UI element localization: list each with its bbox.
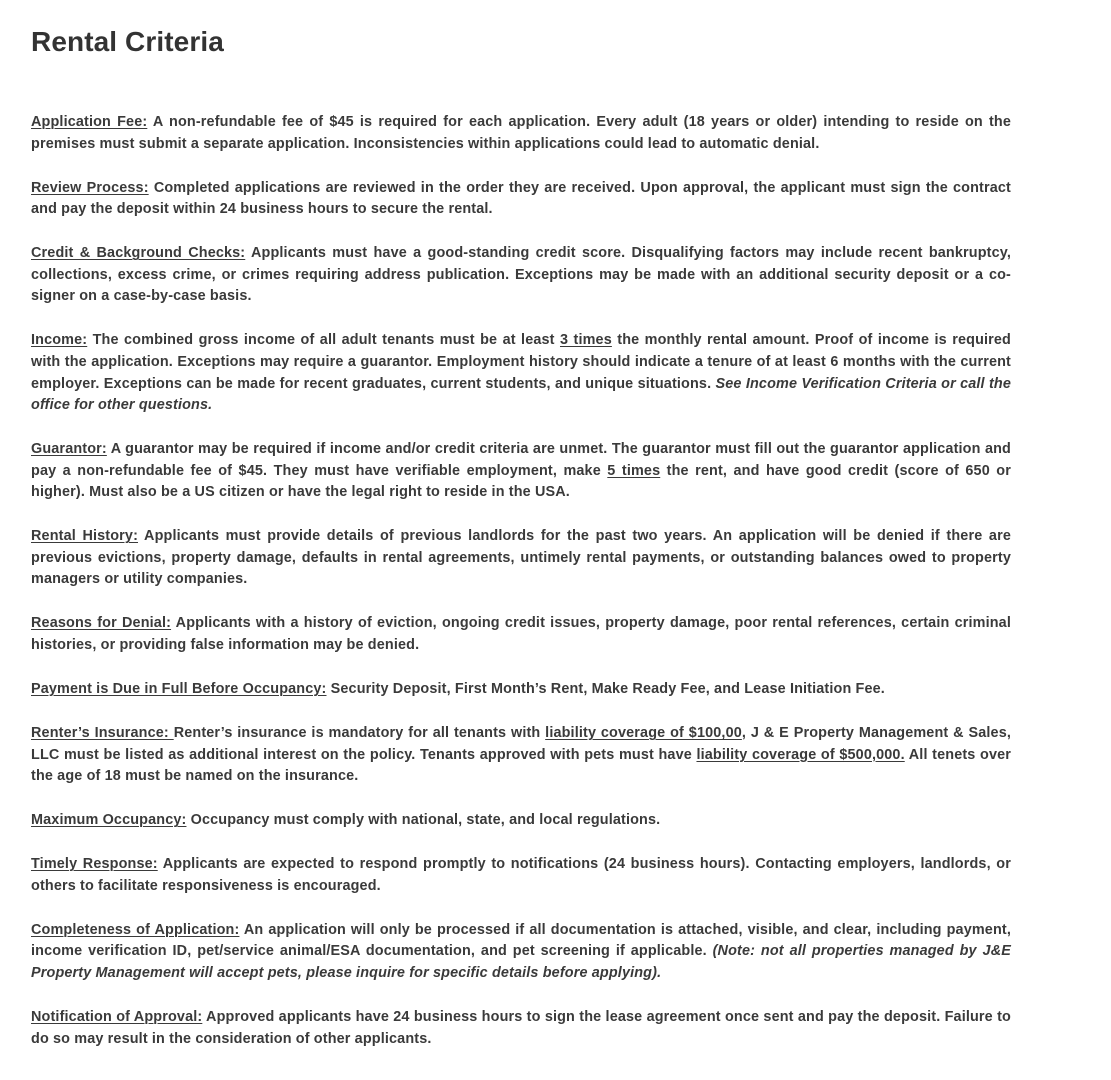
section-credit-background [31, 243, 1011, 308]
section-text: A guarantor may be required if income and/or credit criteria are unmet. The guarantor must fill out the guarantor application and pay a non-refundable fee of $45. They must have verifiable employment, make [31, 441, 1011, 479]
section-label: Timely Response: [31, 856, 158, 873]
section-label: Notification of Approval: [31, 1008, 203, 1025]
section-income [31, 330, 1011, 416]
section-text: Security Deposit, First Month’s Rent, Make Ready Fee, and Lease Initiation Fee. [326, 681, 885, 698]
section-text: Renter’s insurance is mandatory for all tenants with [173, 725, 546, 741]
section-notification-approval [31, 1007, 1011, 1050]
section-text: , J & E Property Management & Sales, LLC must be listed as additional interest on the policy. Tenants approved with pets must have [31, 725, 1012, 763]
italic-note: (Note: not all properties managed by J&E Property Management will accept pets, please inquire for specific details before applying). [31, 943, 1011, 981]
section-text: An application will only be processed if all documentation is attached, visible, and clear, including payment, income verification ID, pet/service animal/ESA documentation, and pet screening if applicable. [31, 921, 1011, 960]
section-timely-response [31, 854, 1011, 897]
section-label: Review Process: [31, 179, 149, 196]
section-payment-due [31, 679, 1011, 701]
section-text: Occupancy must comply with national, state, and local regulations. [186, 812, 661, 829]
section-label: Payment is Due in Full Before Occupancy: [31, 681, 327, 698]
section-label: Completeness of Application: [31, 921, 240, 938]
section-max-occupancy [31, 810, 1011, 832]
section-text: All tenets over the age of 18 must be named on the insurance. [31, 746, 1012, 785]
section-rental-history [31, 526, 1011, 591]
section-text: Completed applications are reviewed in the order they are received. Upon approval, the applicant must sign the contract and pay the deposit within 24 business hours to secure the rental. [31, 179, 1011, 218]
section-completeness [31, 920, 1011, 985]
section-text: the rent, and have good credit (score of 650 or higher). Must also be a US citizen or have the legal right to reside in the USA. [31, 462, 1011, 501]
section-label: Renter’s Insurance: [31, 725, 174, 741]
section-label: Income: [31, 332, 88, 349]
section-reasons-denial [31, 613, 1011, 656]
underlined-emphasis: 3 times [559, 332, 612, 349]
criteria-list [31, 112, 1011, 1072]
section-text: Applicants must provide details of previous landlords for the past two years. An application will be denied if there are previous evictions, property damage, defaults in rental agreements, untimely rental payments, or outstanding balances owed to property managers or utility companies. [31, 528, 1011, 588]
underlined-emphasis: liability coverage of $500,000. [696, 746, 905, 763]
section-label: Maximum Occupancy: [31, 812, 187, 829]
section-label: Guarantor: [31, 441, 107, 458]
section-text: The combined gross income of all adult tenants must be at least [87, 332, 560, 349]
underlined-emphasis: 5 times [607, 462, 661, 479]
section-text: Applicants must have a good-standing credit score. Disqualifying factors may include recent bankruptcy, collections, excess crime, or crimes requiring address publication. Exceptions may be made with an additional security deposit or a co-signer on a case-by-case basis. [31, 245, 1011, 305]
section-guarantor [31, 439, 1011, 504]
section-text: A non-refundable fee of $45 is required for each application. Every adult (18 years or older) intending to reside on the premises must submit a separate application. Inconsistencies within applications could lead to automatic denial. [31, 114, 1011, 152]
page-title: Rental Criteria [31, 26, 224, 57]
section-label: Application Fee: [31, 114, 148, 130]
section-text: Applicants with a history of eviction, ongoing credit issues, property damage, poor rental references, certain criminal histories, or providing false information may be denied. [31, 615, 1011, 654]
section-label: Rental History: [31, 528, 139, 545]
italic-note: See Income Verification Criteria or call the office for other questions. [31, 375, 1011, 414]
section-label: Credit & Background Checks: [31, 245, 246, 262]
section-review-process [31, 178, 1011, 221]
underlined-emphasis: liability coverage of $100,00 [545, 725, 742, 741]
section-text: Approved applicants have 24 business hours to sign the lease agreement once sent and pay the deposit. Failure to do so may result in the consideration of other applicants. [31, 1008, 1011, 1047]
section-renters-insurance [31, 723, 1011, 788]
section-application-fee [31, 112, 1011, 155]
section-text: the monthly rental amount. Proof of income is required with the application. Exceptions may require a guarantor. Employment history should indicate a tenure of at least 6 months with the current employer. Exceptions can be made for recent graduates, current students, and unique situations. [31, 332, 1011, 392]
section-text: Applicants are expected to respond promptly to notifications (24 business hours). Contacting employers, landlords, or others to facilitate responsiveness is encouraged. [31, 856, 1011, 894]
section-label: Reasons for Denial: [31, 615, 172, 632]
